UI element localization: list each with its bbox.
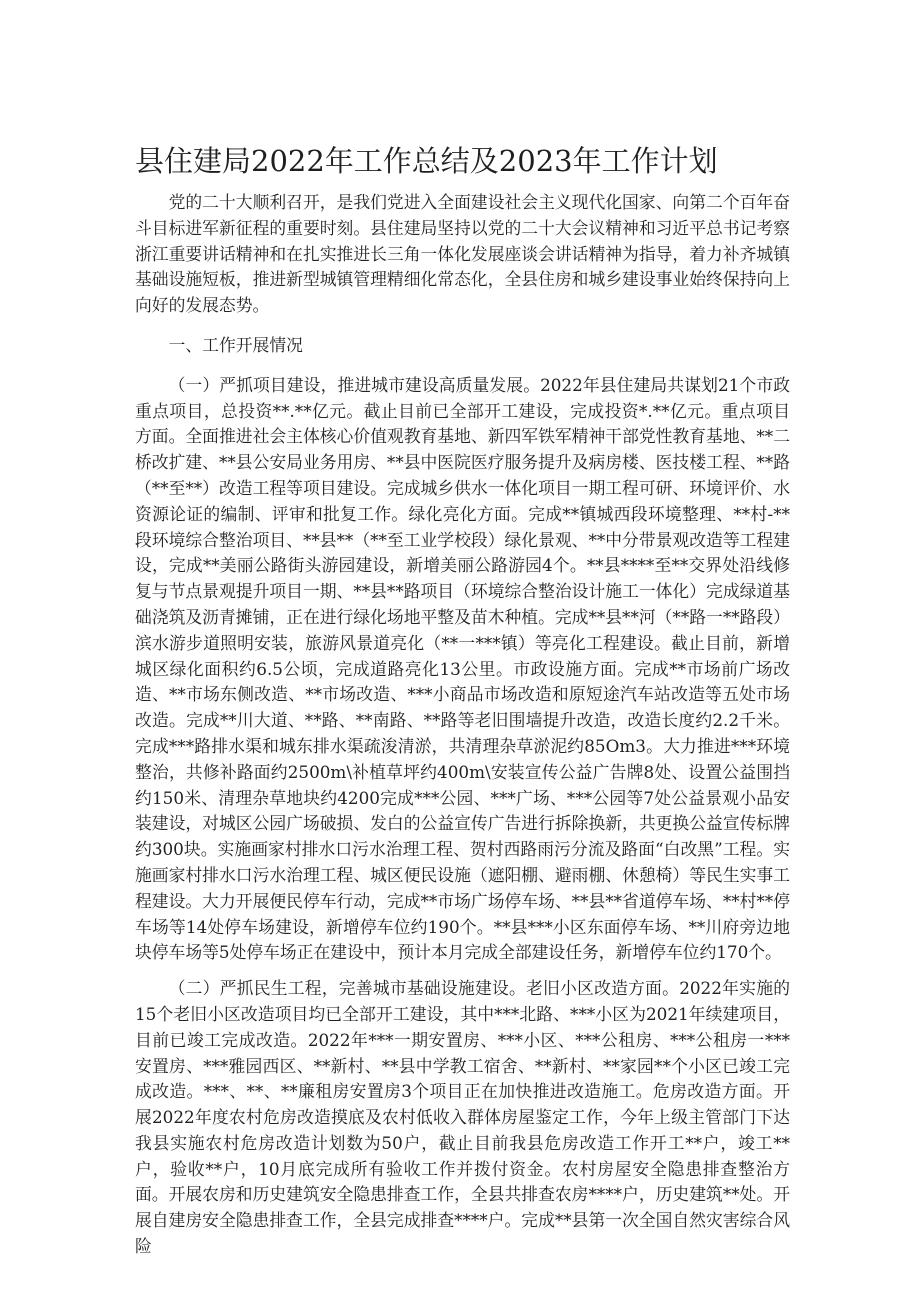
document-body [135, 190, 790, 1260]
paragraph-livelihood-projects: （二）严抓民生工程，完善城市基础设施建设。老旧小区改造方面。2022年实施的15个老旧小区改造项目均已全部开工建设，其中***北路、***小区为2021年续建项目，目前已竣工完成改造。2022年***一期安置房、***小区、***公租房、***公租房一***安置房、***雅园西区、**新村、**县中学教工宿舍、**新村、**家园**个小区已竣工完成改造。***、**、**廉租房安置房3个项目正在加快推进改造施工。危房改造方面。开展2022年度农村危房改造摸底及农村低收入群体房屋鉴定工作，今年上级主管部门下达我县实施农村危房改造计划数为50户，截止目前我县危房改造工作开工**户，竣工**户，验收**户，10月底完成所有验收工作并拨付资金。农村房屋安全隐患排查整治方面。开展农房和历史建筑安全隐患排查工作，全县共排查农房****户，历史建筑**处。开展自建房安全隐患排查工作，全县完成排查****户。完成**县第一次全国自然灾害综合风险 [135, 978, 790, 1257]
paragraph-project-construction: （一）严抓项目建设，推进城市建设高质量发展。2022年县住建局共谋划21个市政重点项目，总投资**.**亿元。截止目前已全部开工建设，完成投资*.**亿元。重点项目方面。全面推进社会主体核心价值观教育基地、新四军铁军精神干部党性教育基地、**二桥改扩建、**县公安局业务用房、**县中医院医疗服务提升及病房楼、医技楼工程、**路（**至**）改造工程等项目建设。完成城乡供水一体化项目一期工程可研、环境评价、水资源论证的编制、评审和批复工作。绿化亮化方面。完成**镇城西段环境整理、**村-**段环境综合整治项目、**县**（**至工业学校段）绿化景观、**中分带景观改造等工程建设，完成**美丽公路街头游园建设，新增美丽公路游园4个。**县****至**交界处沿线修复与节点景观提升项目一期、**县**路项目（环境综合整治设计施工一体化）完成绿道基础浇筑及沥青摊铺，正在进行绿化场地平整及苗木种植。完成**县**河（**路一**路段）滨水游步道照明安装，旅游风景道亮化（**一***镇）等亮化工程建设。截止目前，新增城区绿化面积约6.5公顷，完成道路亮化13公里。市政设施方面。完成**市场前广场改造、**市场东侧改造、**市场改造、***小商品市场改造和原短途汽车站改造等五处市场改造。完成**川大道、**路、**南路、**路等老旧围墙提升改造，改造长度约2.2千米。完成***路排水渠和城东排水渠疏浚清淤，共清理杂草淤泥约85Om3。大力推进***环境整治，共修补路面约2500m\补植草坪约400m\安装宣传公益广告牌8处、设置公益围挡约150米、清理杂草地块约4200完成***公园、***广场、***公园等7处公益景观小品安装建设，对城区公园广场破损、发白的公益宣传广告进行拆除换新，共更换公益宣传标牌约300块。实施画家村排水口污水治理工程、贺村西路雨污分流及路面“白改黑”工程。实施画家村排水口污水治理工程、城区便民设施（遮阳棚、避雨棚、休憩椅）等民生实事工程建设。大力开展便民停车行动，完成**市场广场停车场、**县**省道停车场、**村**停车场等14处停车场建设，新增停车位约190个。**县***小区东面停车场、**川府旁边地块停车场等5处停车场正在建设中，预计本月完成全部建设任务，新增停车位约170个。 [135, 374, 790, 963]
section-heading-work-progress: 一、工作开展情况 [168, 334, 303, 355]
document-title: 县住建局2022年工作总结及2023年工作计划 [135, 144, 718, 178]
intro-paragraph: 党的二十大顺利召开，是我们党进入全面建设社会主义现代化国家、向第二个百年奋斗目标进军新征程的重要时刻。县住建局坚持以党的二十大会议精神和习近平总书记考察浙江重要讲话精神和在扎实推进长三角一体化发展座谈会讲话精神为指导，着力补齐城镇基础设施短板，推进新型城镇管理精细化常态化，全县住房和城乡建设事业始终保持向上向好的发展态势。 [135, 192, 790, 316]
